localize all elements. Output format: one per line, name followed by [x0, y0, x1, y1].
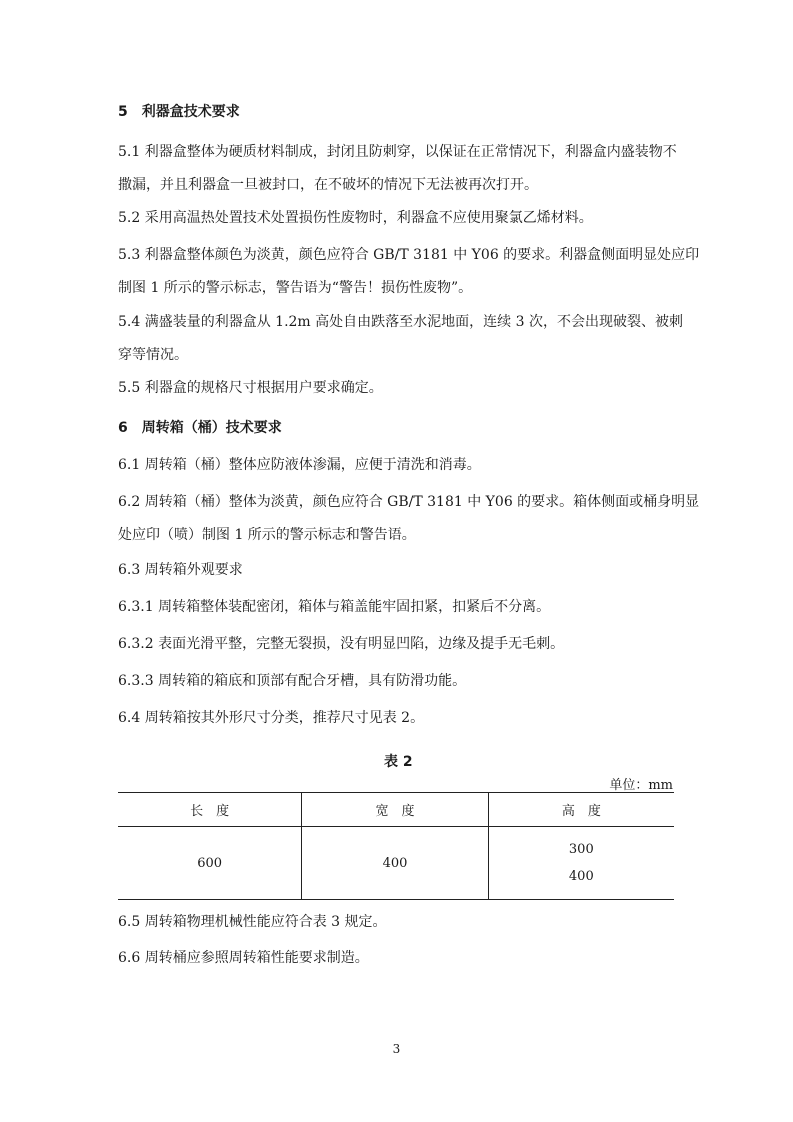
table-2-caption: 表 2 — [384, 754, 413, 770]
header-length: 长 度 — [118, 793, 302, 827]
paragraph-line: 制图 1 所示的警示标志，警告语为“警告！损伤性废物”。 — [118, 280, 473, 296]
paragraph-6-3-3 — [118, 665, 678, 698]
paragraph-line: 6.2 周转箱（桶）整体为淡黄，颜色应符合 GB/T 3181 中 Y06 的要求。箱体侧面或桶身明显 — [118, 494, 700, 510]
paragraph-line: 6.6 周转桶应参照周转箱性能要求制造。 — [118, 950, 369, 966]
paragraph-6-1 — [118, 449, 678, 482]
paragraph-5-5 — [118, 372, 678, 405]
table-2-unit: 单位：mm — [609, 778, 673, 793]
cell-width: 400 — [302, 827, 488, 900]
paragraph-line: 6.3.1 周转箱整体装配密闭，箱体与箱盖能牢固扣紧，扣紧后不分离。 — [118, 599, 551, 615]
paragraph-line: 5.3 利器盒整体颜色为淡黄，颜色应符合 GB/T 3181 中 Y06 的要求。利器盒侧面明显处应印 — [118, 247, 700, 263]
paragraph-line: 5.1 利器盒整体为硬质材料制成，封闭且防刺穿，以保证在正常情况下，利器盒内盛装物不 — [118, 144, 677, 160]
paragraph-line: 6.5 周转箱物理机械性能应符合表 3 规定。 — [118, 914, 387, 930]
height-value: 400 — [568, 869, 594, 884]
paragraph-5-4 — [118, 306, 683, 372]
paragraph-line: 撒漏，并且利器盒一旦被封口，在不破坏的情况下无法被再次打开。 — [118, 177, 538, 193]
paragraph-line: 6.1 周转箱（桶）整体应防液体渗漏，应便于清洗和消毒。 — [118, 457, 481, 473]
paragraph-line: 处应印（喷）制图 1 所示的警示标志和警告语。 — [118, 527, 416, 543]
paragraph-5-2 — [118, 202, 678, 235]
section-6-heading: 6 周转箱（桶）技术要求 — [118, 420, 282, 436]
dimension-table — [118, 792, 674, 900]
paragraph-5-1 — [118, 136, 678, 202]
paragraph-line: 6.3.2 表面光滑平整，完整无裂损，没有明显凹陷，边缘及提手无毛刺。 — [118, 636, 565, 652]
paragraph-line: 5.5 利器盒的规格尺寸根据用户要求确定。 — [118, 380, 383, 396]
page-number: 3 — [392, 1042, 401, 1056]
paragraph-line: 6.3 周转箱外观要求 — [118, 562, 243, 578]
cell-heights — [488, 827, 674, 900]
paragraph-line: 5.4 满盛装量的利器盒从 1.2m 高处自由跌落至水泥地面，连续 3 次，不会出现破裂、被刺 — [118, 314, 683, 330]
table-header-row — [118, 793, 674, 827]
paragraph-6-6 — [118, 942, 678, 975]
paragraph-line: 6.4 周转箱按其外形尺寸分类，推荐尺寸见表 2。 — [118, 710, 425, 726]
header-width: 宽 度 — [302, 793, 488, 827]
paragraph-6-5 — [118, 906, 678, 939]
paragraph-6-3-2 — [118, 628, 678, 661]
paragraph-line: 5.2 采用高温热处置技术处置损伤性废物时，利器盒不应使用聚氯乙烯材料。 — [118, 210, 593, 226]
paragraph-line: 6.3.3 周转箱的箱底和顶部有配合牙槽，具有防滑功能。 — [118, 673, 467, 689]
paragraph-6-3-1 — [118, 591, 678, 624]
paragraph-6-3 — [118, 554, 678, 587]
height-value: 300 — [568, 842, 594, 857]
paragraph-6-2 — [118, 486, 700, 552]
paragraph-6-4 — [118, 702, 678, 735]
paragraph-line: 穿等情况。 — [118, 347, 188, 363]
cell-length: 600 — [118, 827, 302, 900]
header-height: 高 度 — [488, 793, 674, 827]
table-row — [118, 827, 674, 900]
paragraph-5-3 — [118, 239, 700, 305]
section-5-heading: 5 利器盒技术要求 — [118, 104, 240, 120]
